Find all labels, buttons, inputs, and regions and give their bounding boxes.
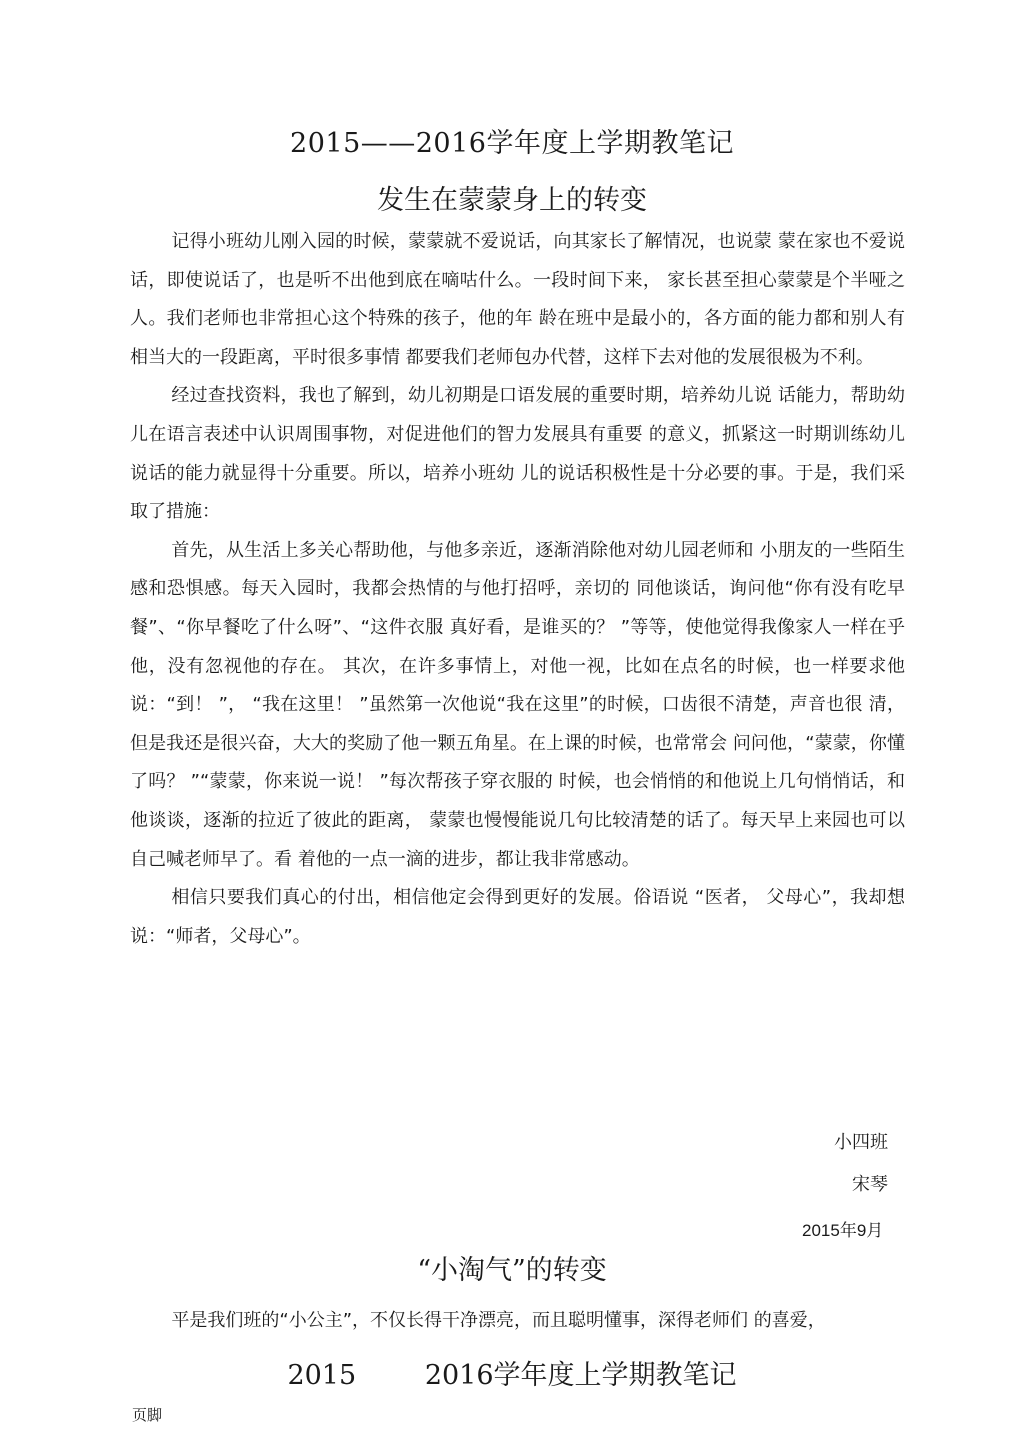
signature-author: 宋琴 (852, 1174, 888, 1195)
essay-title: “小淘气”的转变 (417, 1255, 607, 1286)
footer-label: 页脚 (132, 1406, 163, 1424)
signature-date: 2015年9月 (802, 1221, 884, 1240)
paragraph: 经过查找资料，我也了解到，幼儿初期是口语发展的重要时期，培养幼儿说 话能力，帮助幼儿在语言表述中认识周围事物，对促进他们的智力发展具有重要 的意义，抓紧这一时期训练幼儿说话的能力就显得十分重要。所以，培养小班幼 儿的说话积极性是十分必要的事。于是，我们采取了措施： (130, 385, 905, 523)
essay-body (130, 223, 905, 956)
paragraph: 平是我们班的“小公主”，不仅长得干净漂亮，而且聪明懂事，深得老师们 的喜爱， (171, 1310, 826, 1331)
paragraph: 相信只要我们真心的付出，相信他定会得到更好的发展。俗语说 “医者， 父母心”，我却想说：“师者，父母心”。 (130, 887, 905, 947)
paragraph: 首先，从生活上多关心帮助他，与他多亲近，逐渐消除他对幼儿园老师和 小朋友的一些陌生感和恐惧感。每天入园时，我都会热情的与他打招呼，亲切的 同他谈话，询问他“你有没有吃早餐”、“你早餐吃了什么呀”、“这件衣服 真好看，是谁买的？ ”等等，使他觉得我像家人一样在乎他，没有忽视他的存在。 其次，在许多事情上，对他一视，比如在点名的时候，也一样要求他说：“到！ ”， “我在这里！ ”虽然第一次他说“我在这里”的时候，口齿很不清楚，声音也很 清，但是我还是很兴奋，大大的奖励了他一颗五角星。在上课的时候，也常常会 问问他，“蒙蒙，你懂了吗？ ”“蒙蒙，你来说一说！ ”每次帮孩子穿衣服的 时候，也会悄悄的和他说上几句悄悄话，和他谈谈，逐渐的拉近了彼此的距离， 蒙蒙也慢慢能说几句比较清楚的话了。每天早上来园也可以自己喊老师早了。看 着他的一点一滴的进步，都让我非常感动。 (130, 539, 905, 870)
document-title: 2015——2016学年度上学期教笔记 (290, 128, 734, 159)
essay-title: 发生在蒙蒙身上的转变 (377, 185, 647, 216)
paragraph: 记得小班幼儿刚入园的时候，蒙蒙就不爱说话，向其家长了解情况，也说蒙 蒙在家也不爱说话，即使说话了，也是听不出他到底在嘀咕什么。一段时间下来， 家长甚至担心蒙蒙是个半哑之人。我们老师也非常担心这个特殊的孩子，他的年 龄在班中是最小的，各方面的能力都和别人有相当大的一段距离，平时很多事情 都要我们老师包办代替，这样下去对他的发展很极为不利。 (130, 231, 905, 368)
running-header: 2015 2016学年度上学期教笔记 (287, 1360, 737, 1391)
signature-class: 小四班 (834, 1132, 888, 1153)
